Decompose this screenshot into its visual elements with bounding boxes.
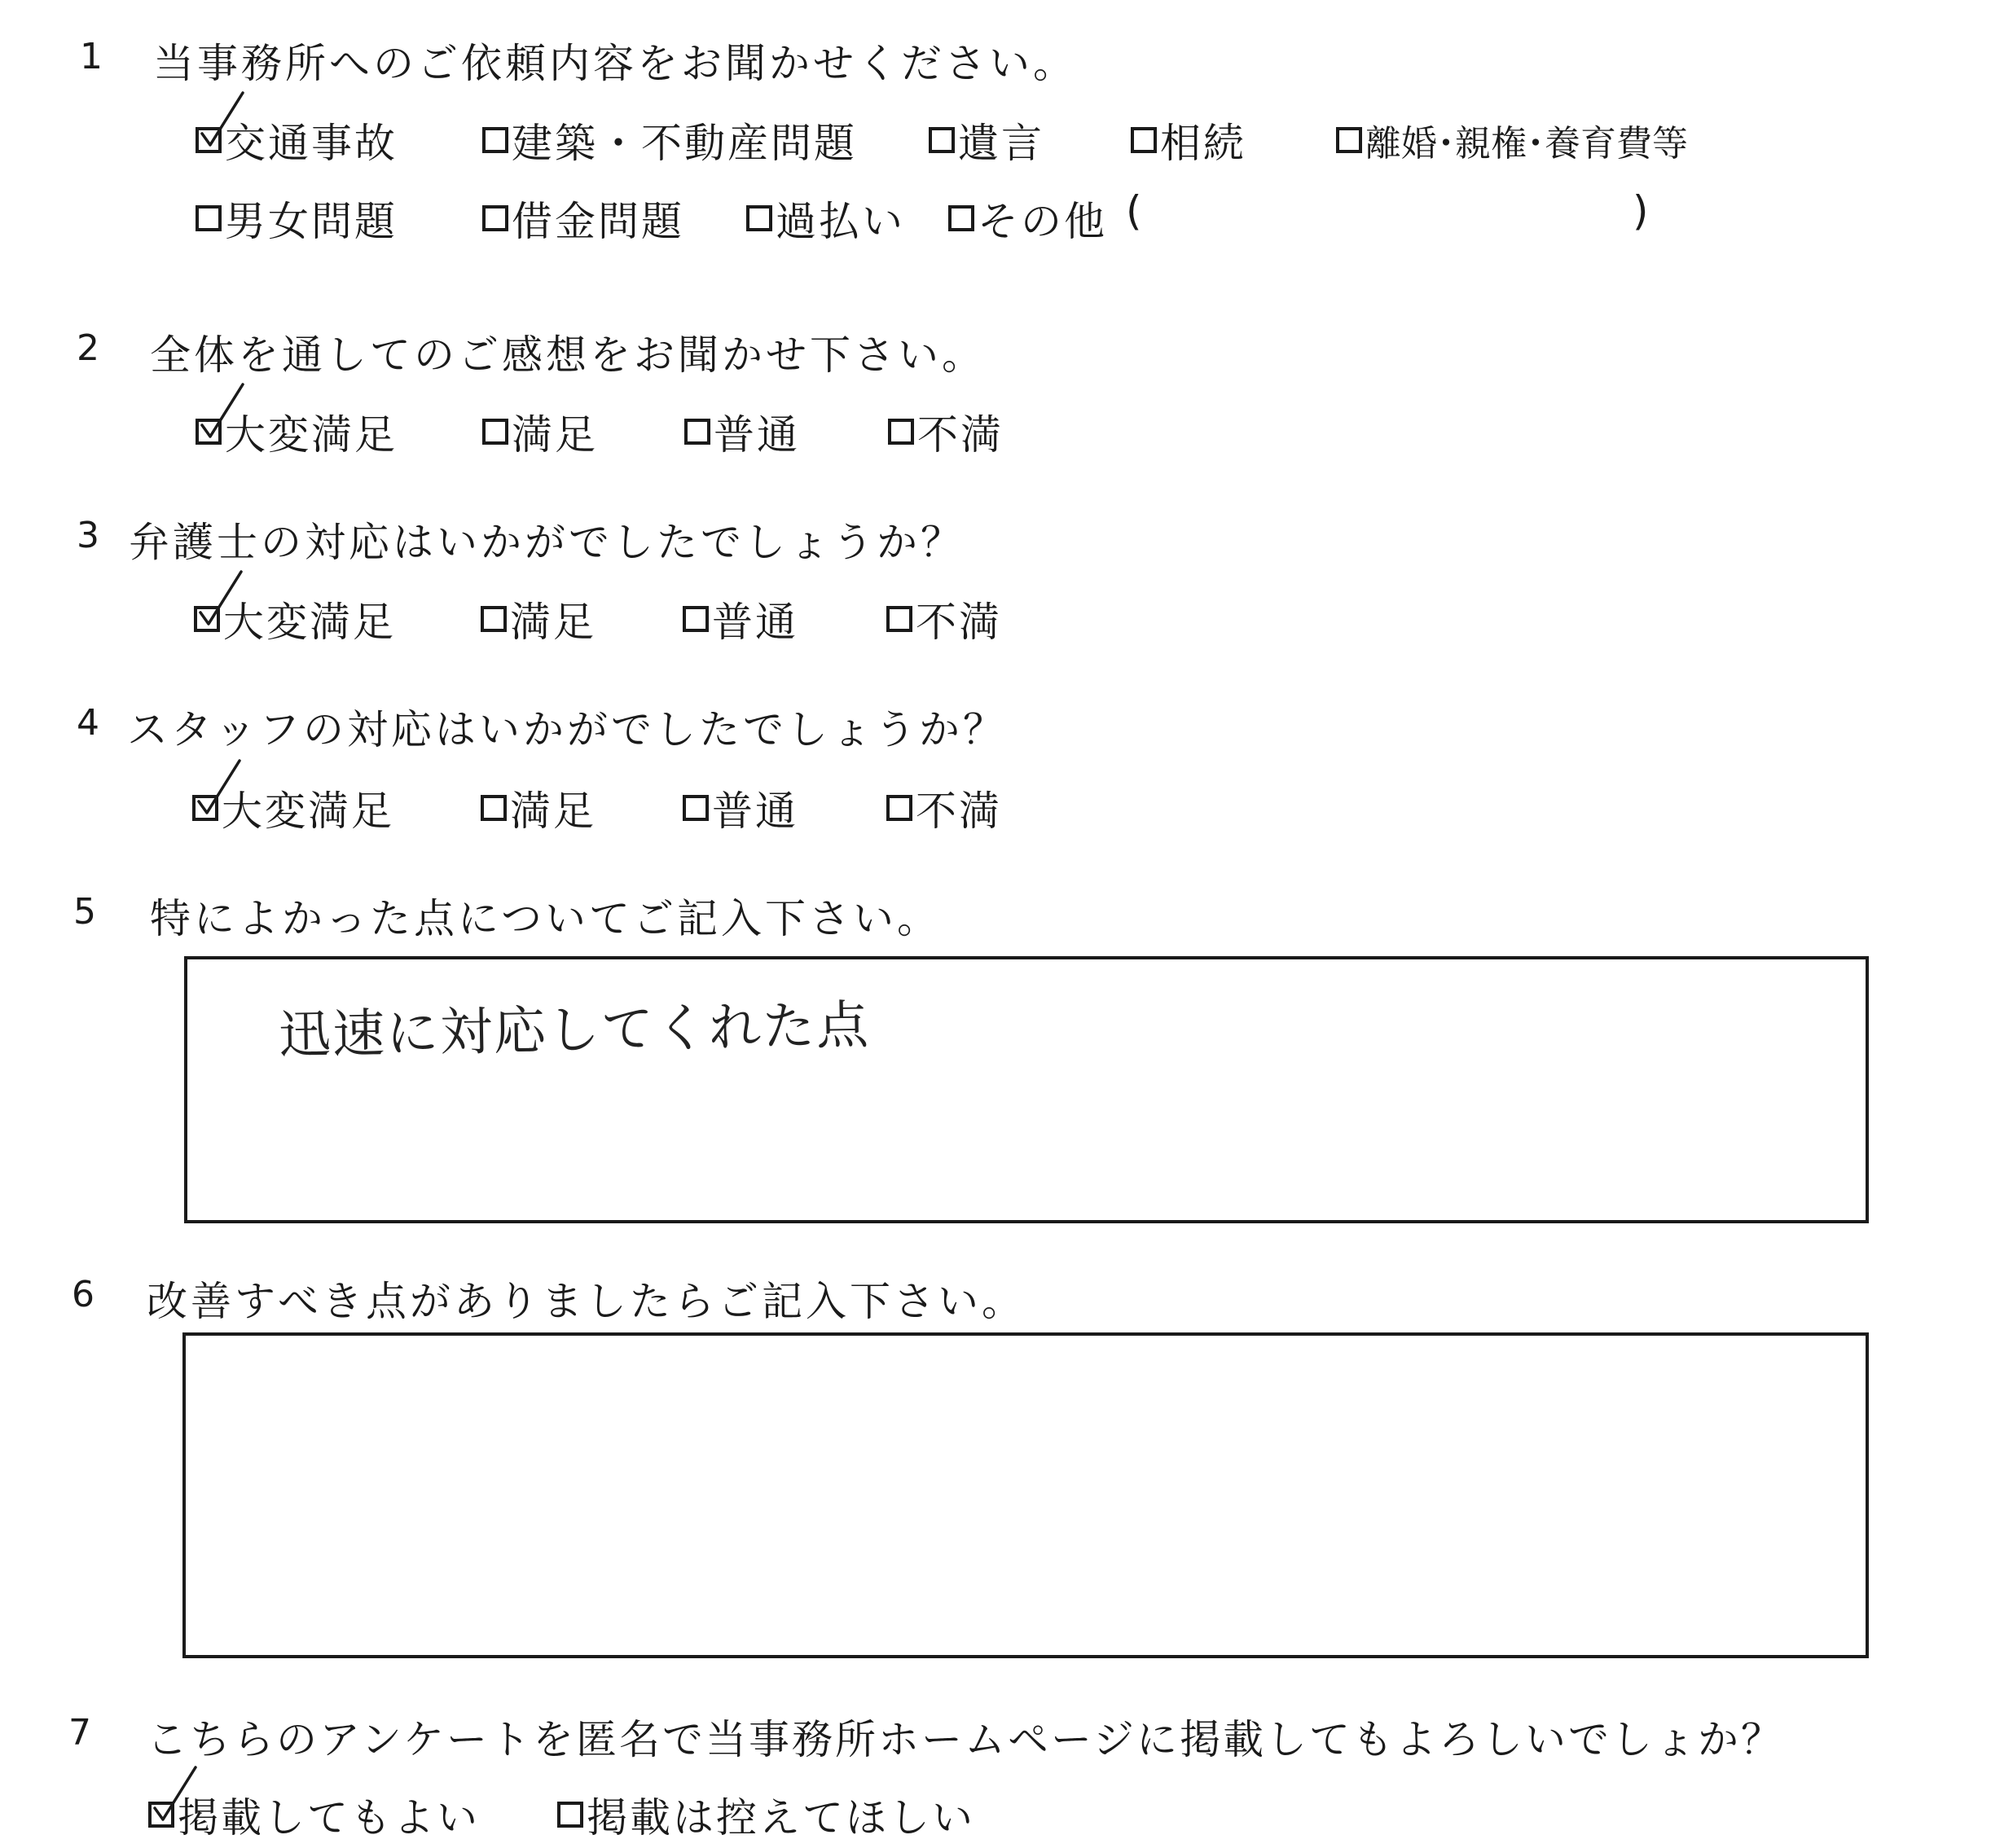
checkbox[interactable] bbox=[1336, 127, 1362, 153]
q3-option-dissatisfied[interactable] bbox=[886, 590, 1002, 648]
checkmark-icon bbox=[199, 570, 248, 635]
q1-option-traffic-accident[interactable] bbox=[196, 111, 398, 169]
q3-option-neutral[interactable] bbox=[683, 590, 798, 648]
q1-number: 1 bbox=[80, 36, 103, 77]
checkbox[interactable] bbox=[1131, 127, 1157, 153]
q6-answer-box[interactable] bbox=[182, 1332, 1869, 1658]
q4-option-dissatisfied[interactable] bbox=[886, 779, 1002, 837]
q7-option-allow[interactable] bbox=[148, 1785, 480, 1844]
option-label: 満足 bbox=[510, 788, 596, 835]
checkbox[interactable] bbox=[683, 606, 709, 632]
option-label: 建築・不動産問題 bbox=[512, 120, 857, 167]
q3-number: 3 bbox=[77, 515, 99, 556]
q1-option-inheritance[interactable] bbox=[1131, 111, 1246, 169]
option-label: 不満 bbox=[916, 599, 1002, 646]
checkbox-checked[interactable] bbox=[196, 127, 222, 153]
q1-option-overpayment[interactable] bbox=[746, 189, 905, 248]
option-label: 不満 bbox=[916, 788, 1002, 835]
q3-option-very-satisfied[interactable] bbox=[194, 590, 396, 648]
q5-question: 特によかった点についてご記入下さい。 bbox=[150, 895, 941, 942]
checkbox[interactable] bbox=[886, 795, 912, 821]
q1-option-divorce[interactable] bbox=[1336, 114, 1688, 166]
checkbox-checked[interactable] bbox=[194, 606, 220, 632]
q2-option-very-satisfied[interactable] bbox=[196, 402, 398, 461]
checkbox[interactable] bbox=[196, 205, 222, 231]
other-close-paren: ) bbox=[1633, 187, 1649, 235]
checkbox[interactable] bbox=[948, 205, 974, 231]
option-label: 男女問題 bbox=[225, 198, 398, 245]
checkbox[interactable] bbox=[482, 205, 508, 231]
checkbox[interactable] bbox=[481, 795, 507, 821]
q1-option-will[interactable] bbox=[929, 111, 1044, 169]
q7-question: こちらのアンケートを匿名で当事務所ホームページに掲載してもよろしいでしょか？ bbox=[147, 1716, 1784, 1763]
checkmark-icon bbox=[153, 1766, 202, 1831]
option-label: 大変満足 bbox=[223, 599, 396, 646]
q2-number: 2 bbox=[77, 327, 99, 369]
q6-question: 改善すべき点がありましたらご記入下さい。 bbox=[147, 1278, 1026, 1325]
checkbox-checked[interactable] bbox=[148, 1802, 174, 1828]
q1-question: 当事務所へのご依頼内容をお聞かせください。 bbox=[153, 40, 1077, 87]
checkbox[interactable] bbox=[888, 419, 914, 445]
q4-option-neutral[interactable] bbox=[683, 779, 798, 837]
checkbox[interactable] bbox=[482, 127, 508, 153]
option-label: 満足 bbox=[512, 411, 598, 459]
option-label: 不満 bbox=[917, 411, 1004, 459]
checkbox-checked[interactable] bbox=[192, 795, 218, 821]
checkbox[interactable] bbox=[684, 419, 710, 445]
option-label: 相続 bbox=[1160, 120, 1246, 167]
q1-option-debt[interactable] bbox=[482, 189, 684, 248]
q1-option-other[interactable] bbox=[948, 189, 1107, 248]
q4-number: 4 bbox=[77, 702, 99, 744]
checkbox[interactable] bbox=[886, 606, 912, 632]
option-label: 大変満足 bbox=[225, 411, 398, 459]
q4-option-satisfied[interactable] bbox=[481, 779, 596, 837]
option-label: 普通 bbox=[712, 788, 798, 835]
q2-option-neutral[interactable] bbox=[684, 402, 800, 461]
checkmark-icon bbox=[197, 759, 246, 824]
q5-handwritten-answer: 迅速に対応してくれた点 bbox=[278, 995, 871, 1066]
checkbox[interactable] bbox=[929, 127, 955, 153]
option-label: 普通 bbox=[714, 411, 800, 459]
checkmark-icon bbox=[200, 383, 249, 448]
q1-option-relationship[interactable] bbox=[196, 189, 398, 248]
checkbox[interactable] bbox=[557, 1802, 583, 1828]
q2-option-dissatisfied[interactable] bbox=[888, 402, 1004, 461]
other-open-paren: ( bbox=[1126, 187, 1142, 235]
q5-number: 5 bbox=[73, 891, 96, 933]
option-label: 遺言 bbox=[958, 120, 1044, 167]
option-label: 普通 bbox=[712, 599, 798, 646]
q4-option-very-satisfied[interactable] bbox=[192, 779, 394, 837]
option-label: 掲載は控えてほしい bbox=[587, 1794, 975, 1841]
q2-question: 全体を通してのご感想をお聞かせ下さい。 bbox=[150, 331, 986, 379]
option-label: 掲載してもよい bbox=[178, 1794, 480, 1841]
option-label: 満足 bbox=[510, 599, 596, 646]
q3-option-satisfied[interactable] bbox=[481, 590, 596, 648]
q1-option-construction[interactable] bbox=[482, 111, 857, 169]
q7-number: 7 bbox=[68, 1712, 91, 1754]
checkbox[interactable] bbox=[746, 205, 772, 231]
option-label: 大変満足 bbox=[222, 788, 394, 835]
q6-number: 6 bbox=[72, 1274, 94, 1315]
q7-option-decline[interactable] bbox=[557, 1785, 975, 1844]
checkbox[interactable] bbox=[481, 606, 507, 632]
option-label: その他 bbox=[978, 198, 1107, 245]
option-label: 過払い bbox=[776, 198, 905, 245]
q4-question: スタッフの対応はいかがでしたでしょうか？ bbox=[127, 706, 1007, 753]
option-label: 離婚･親権･養育費等 bbox=[1365, 123, 1688, 165]
checkbox[interactable] bbox=[482, 419, 508, 445]
checkbox[interactable] bbox=[683, 795, 709, 821]
q5-answer-box[interactable] bbox=[184, 956, 1869, 1223]
checkmark-icon bbox=[200, 91, 249, 156]
q3-question: 弁護士の対応はいかがでしたでしょうか？ bbox=[129, 519, 965, 566]
option-label: 交通事故 bbox=[225, 120, 398, 167]
checkbox-checked[interactable] bbox=[196, 419, 222, 445]
option-label: 借金問題 bbox=[512, 198, 684, 245]
q2-option-satisfied[interactable] bbox=[482, 402, 598, 461]
